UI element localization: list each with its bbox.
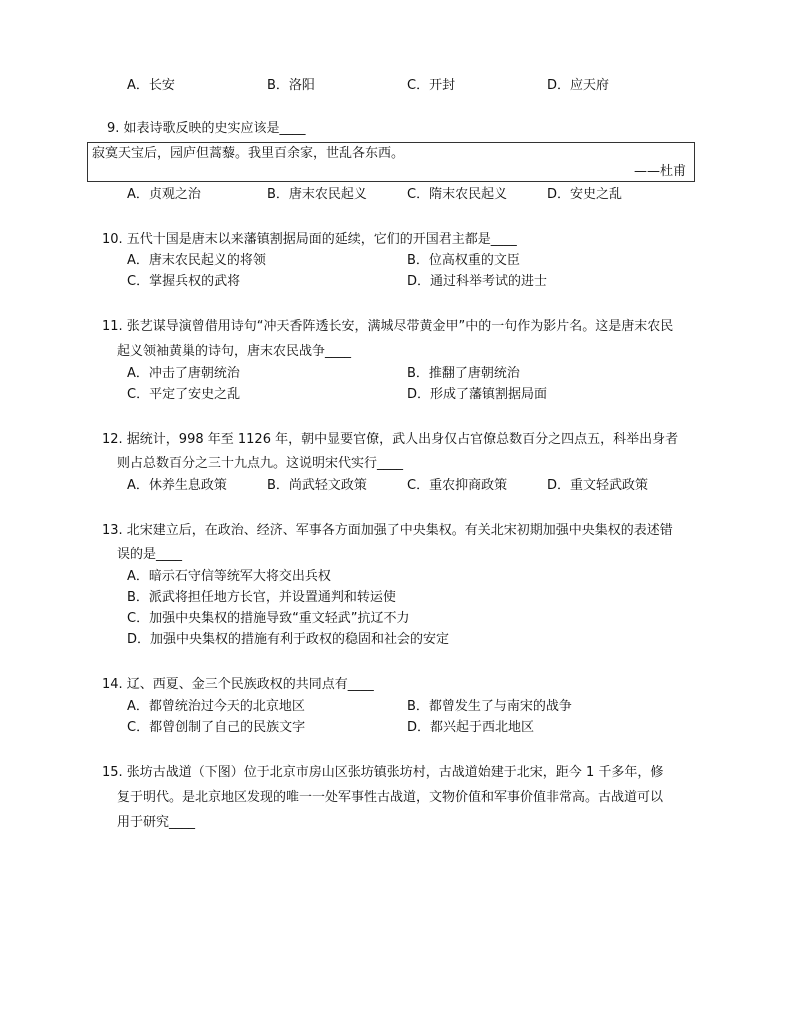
q13-option-b: B．派武将担任地方长官，并设置通判和转运使 (127, 590, 396, 605)
q10-option-d: D．通过科举考试的进士 (407, 274, 548, 289)
q14-option-d: D．都兴起于西北地区 (407, 720, 535, 735)
q10-option-a: A．唐末农民起义的将领 (127, 253, 266, 268)
q9-author: ——杜甫 (633, 164, 686, 179)
q9-option-a: A．贞观之治 (127, 187, 201, 202)
q15-stem-line3: 用于研究____ (117, 815, 196, 830)
q10-stem: 10. 五代十国是唐末以来藩镇割据局面的延续，它们的开国君主都是____ (102, 232, 517, 247)
q13-stem-line2: 误的是____ (117, 547, 183, 562)
q9-option-d: D．安史之乱 (547, 187, 623, 202)
q12-option-a: A．休养生息政策 (127, 478, 227, 493)
q14-option-a: A．都曾统治过今天的北京地区 (127, 699, 305, 714)
q14-option-b: B．都曾发生了与南宋的战争 (407, 699, 572, 714)
q11-option-d: D．形成了藩镇割据局面 (407, 387, 548, 402)
q9-option-c: C．隋末农民起义 (407, 187, 508, 202)
q13-option-d: D．加强中央集权的措施有利于政权的稳固和社会的安定 (127, 632, 450, 647)
q12-option-d: D．重文轻武政策 (547, 478, 649, 493)
q12-option-c: C．重农抑商政策 (407, 478, 508, 493)
q10-option-c: C．掌握兵权的武将 (127, 274, 241, 289)
q14-option-c: C．都曾创制了自己的民族文字 (127, 720, 306, 735)
q8-option-c: C．开封 (407, 78, 456, 93)
q14-stem: 14. 辽、西夏、金三个民族政权的共同点有____ (102, 677, 374, 692)
q11-stem-line2: 起义领袖黄巢的诗句，唐末农民战争____ (117, 344, 352, 359)
q8-option-b: B．洛阳 (267, 78, 315, 93)
q12-stem-line2: 则占总数百分之三十九点九。这说明宋代实行____ (117, 456, 404, 471)
q9-poem-box (87, 142, 695, 182)
q15-stem-line1: 15. 张坊古战道（下图）位于北京市房山区张坊镇张坊村，古战道始建于北宋，距今 1 千多年，修 (102, 765, 664, 780)
q10-option-b: B．位高权重的文臣 (407, 253, 520, 268)
q9-poem: 寂寞天宝后，园庐但蒿藜。我里百余家，世乱各东西。 (92, 146, 405, 161)
q9-stem: 9. 如表诗歌反映的史实应该是____ (107, 121, 306, 136)
q9-option-b: B．唐末农民起义 (267, 187, 367, 202)
q11-option-b: B．推翻了唐朝统治 (407, 366, 520, 381)
q8-option-a: A．长安 (127, 78, 175, 93)
q12-option-b: B．尚武轻文政策 (267, 478, 367, 493)
q8-option-d: D．应天府 (547, 78, 610, 93)
q12-stem-line1: 12. 据统计，998 年至 1126 年，朝中显要官僚，武人出身仅占官僚总数百分之四点五，科举出身者 (102, 432, 679, 447)
q13-option-a: A．暗示石守信等统军大将交出兵权 (127, 569, 331, 584)
q11-option-c: C．平定了安史之乱 (127, 387, 241, 402)
q11-option-a: A．冲击了唐朝统治 (127, 366, 240, 381)
q15-stem-line2: 复于明代。是北京地区发现的唯一一处军事性古战道，文物价值和军事价值非常高。古战道可以 (117, 790, 664, 805)
q11-stem-line1: 11. 张艺谋导演曾借用诗句“冲天香阵透长安，满城尽带黄金甲”中的一句作为影片名。这是唐末农民 (102, 319, 674, 334)
q13-stem-line1: 13. 北宋建立后，在政治、经济、军事各方面加强了中央集权。有关北宋初期加强中央集权的表述错 (102, 523, 673, 538)
q13-option-c: C．加强中央集权的措施导致“重文轻武”抗辽不力 (127, 611, 410, 626)
